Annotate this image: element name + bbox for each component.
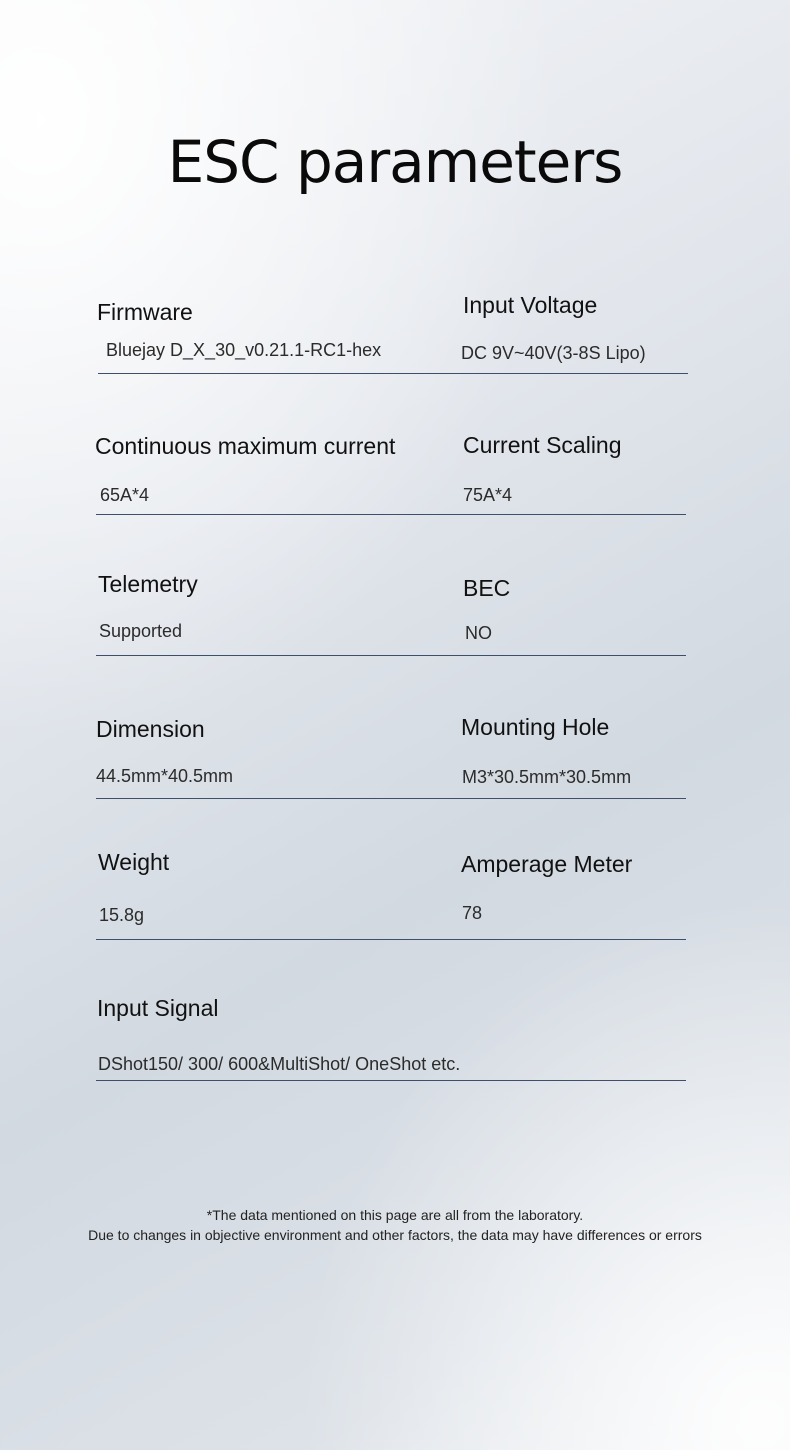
current-scaling-value: 75A*4 [463, 485, 513, 505]
row-divider [96, 939, 686, 940]
dimension-label: Dimension [96, 716, 205, 742]
weight-label: Weight [98, 849, 170, 875]
input-voltage-value: DC 9V~40V(3-8S Lipo) [461, 343, 646, 363]
telemetry-value: Supported [99, 621, 183, 641]
mounting-hole-label: Mounting Hole [461, 714, 610, 740]
input-voltage-label: Input Voltage [463, 292, 598, 318]
input-signal-value: DShot150/ 300/ 600&MultiShot/ OneShot etc. [98, 1054, 461, 1074]
amperage-meter-value: 78 [462, 903, 483, 923]
bec-value: NO [465, 623, 492, 643]
row-divider [96, 1080, 686, 1081]
amperage-meter-label: Amperage Meter [461, 851, 633, 877]
bec-label: BEC [463, 575, 511, 601]
row-divider [98, 373, 688, 374]
dimension-value: 44.5mm*40.5mm [96, 766, 234, 786]
telemetry-label: Telemetry [98, 571, 198, 597]
firmware-label: Firmware [97, 299, 193, 325]
row-divider [96, 514, 686, 515]
disclaimer-line-1: *The data mentioned on this page are all from the laboratory. [206, 1207, 584, 1223]
continuous-current-label: Continuous maximum current [95, 433, 396, 459]
input-signal-label: Input Signal [97, 995, 219, 1021]
row-divider [96, 798, 686, 799]
row-divider [96, 655, 686, 656]
firmware-value: Bluejay D_X_30_v0.21.1-RC1-hex [106, 340, 382, 360]
page-title: ESC parameters [167, 128, 623, 196]
disclaimer-line-2: Due to changes in objective environment and other factors, the data may have differences or errors [88, 1227, 702, 1243]
weight-value: 15.8g [99, 905, 145, 925]
mounting-hole-value: M3*30.5mm*30.5mm [462, 767, 632, 787]
current-scaling-label: Current Scaling [463, 432, 622, 458]
continuous-current-value: 65A*4 [100, 485, 150, 505]
